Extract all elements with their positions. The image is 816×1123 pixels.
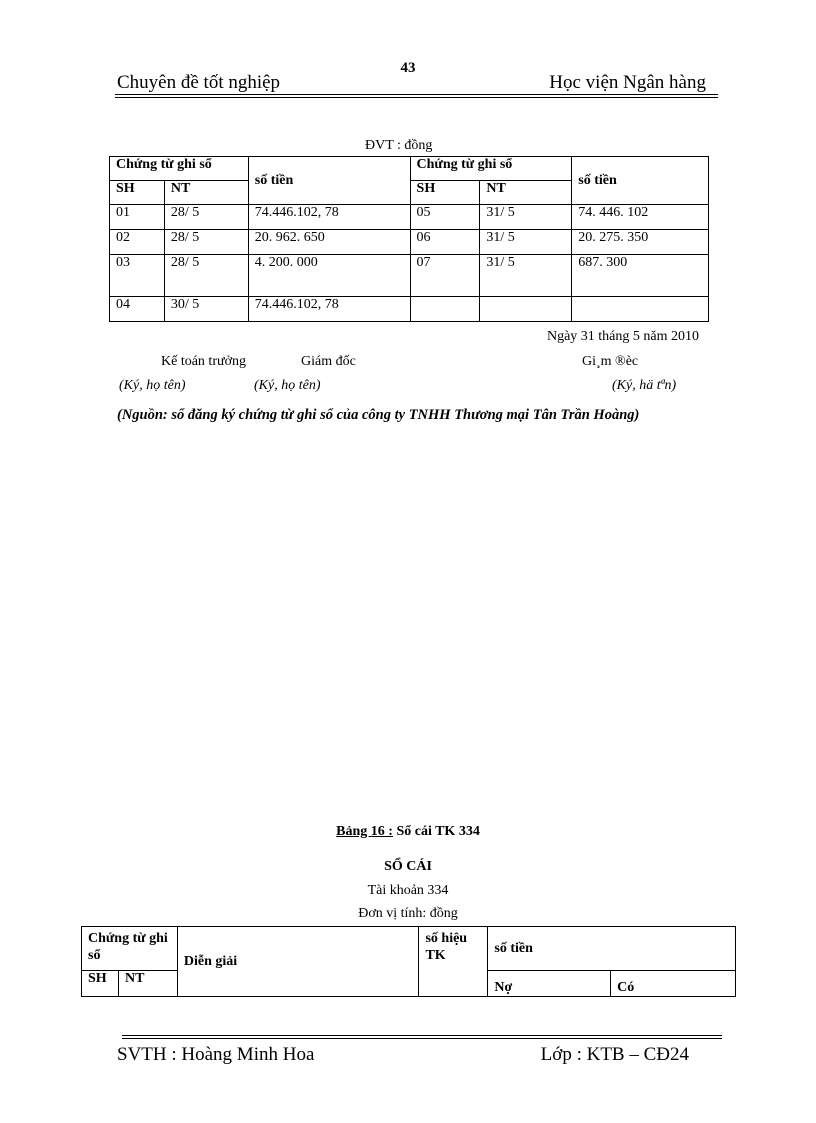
cell: 04: [110, 297, 165, 322]
amount-header: số tiền: [572, 157, 709, 205]
group-header: Chứng từ ghi sổ: [110, 157, 249, 181]
footer-class: Lớp : KTB – CĐ24: [540, 1044, 689, 1065]
sh-header: SH: [110, 181, 165, 205]
cell: 4. 200. 000: [248, 255, 410, 297]
caption-text: Sổ cái TK 334: [392, 824, 480, 839]
cell: 28/ 5: [164, 230, 248, 255]
page-number: 43: [400, 60, 416, 76]
cell: 74. 446. 102: [572, 205, 709, 230]
ledger-title: SỔ CÁI: [384, 859, 432, 874]
cell: 28/ 5: [164, 205, 248, 230]
source-note: (Nguồn: sổ đăng ký chứng từ ghi sổ của công ty TNHH Thương mại Tân Trần Hoàng): [117, 407, 640, 423]
cell: 687. 300: [572, 255, 709, 297]
cell: [572, 297, 709, 322]
cell: 01: [110, 205, 165, 230]
signature-role-chief-accountant: Kế toán trưởng: [161, 354, 246, 369]
cell: 30/ 5: [164, 297, 248, 322]
footer-divider: [122, 1035, 722, 1036]
credit-header: Có: [611, 971, 736, 997]
cell: 74.446.102, 78: [248, 205, 410, 230]
nt-header: NT: [164, 181, 248, 205]
footer-student: SVTH : Hoàng Minh Hoa: [117, 1044, 315, 1065]
footer-divider: [122, 1038, 722, 1039]
voucher-header: Chứng từ ghi sổ: [82, 927, 178, 971]
sh-header: SH: [410, 181, 480, 205]
debit-header: Nợ: [488, 971, 611, 997]
cell: 74.446.102, 78: [248, 297, 410, 322]
header-divider: [115, 97, 718, 98]
table-row: [110, 230, 709, 255]
ledger-unit: Đơn vị tính: đồng: [358, 906, 458, 921]
cell: 20. 962. 650: [248, 230, 410, 255]
signature-note: (Ký, hä tªn): [612, 378, 677, 393]
sh-header: SH: [82, 971, 119, 997]
signature-note: (Ký, họ tên): [119, 378, 186, 393]
signature-note: (Ký, họ tên): [254, 378, 321, 393]
signature-role-director: Giám đốc: [301, 354, 356, 369]
table1-unit: ĐVT : đồng: [365, 138, 433, 153]
cell: 05: [410, 205, 480, 230]
caption-label: Bảng 16 :: [336, 824, 393, 839]
cell: 20. 275. 350: [572, 230, 709, 255]
voucher-register-table: [109, 156, 709, 322]
cell: 07: [410, 255, 480, 297]
cell: [410, 297, 480, 322]
header-right-title: Học viện Ngân hàng: [549, 72, 706, 93]
signature-date: Ngày 31 tháng 5 năm 2010: [546, 329, 699, 344]
cell: 28/ 5: [164, 255, 248, 297]
cell: [480, 297, 572, 322]
group-header: Chứng từ ghi sổ: [410, 157, 572, 181]
table-row: [110, 297, 709, 322]
description-header: Diễn giải: [177, 927, 419, 997]
cell: 31/ 5: [480, 205, 572, 230]
cell: 31/ 5: [480, 255, 572, 297]
table-caption: [0, 824, 816, 840]
signature-role-director-legacy: Gi¸m ®èc: [582, 354, 639, 369]
cell: 31/ 5: [480, 230, 572, 255]
account-number-header: số hiệu TK: [419, 927, 488, 997]
amount-header: số tiền: [488, 927, 736, 971]
nt-header: NT: [480, 181, 572, 205]
ledger-table: [81, 926, 736, 997]
nt-header: NT: [118, 971, 177, 997]
cell: 03: [110, 255, 165, 297]
header-left-title: Chuyên đề tốt nghiệp: [117, 72, 281, 93]
cell: 06: [410, 230, 480, 255]
header-divider: [115, 94, 718, 95]
table-row: [110, 255, 709, 297]
ledger-account: Tài khoản 334: [367, 883, 449, 898]
table-row: [110, 205, 709, 230]
cell: 02: [110, 230, 165, 255]
amount-header: số tiền: [248, 157, 410, 205]
